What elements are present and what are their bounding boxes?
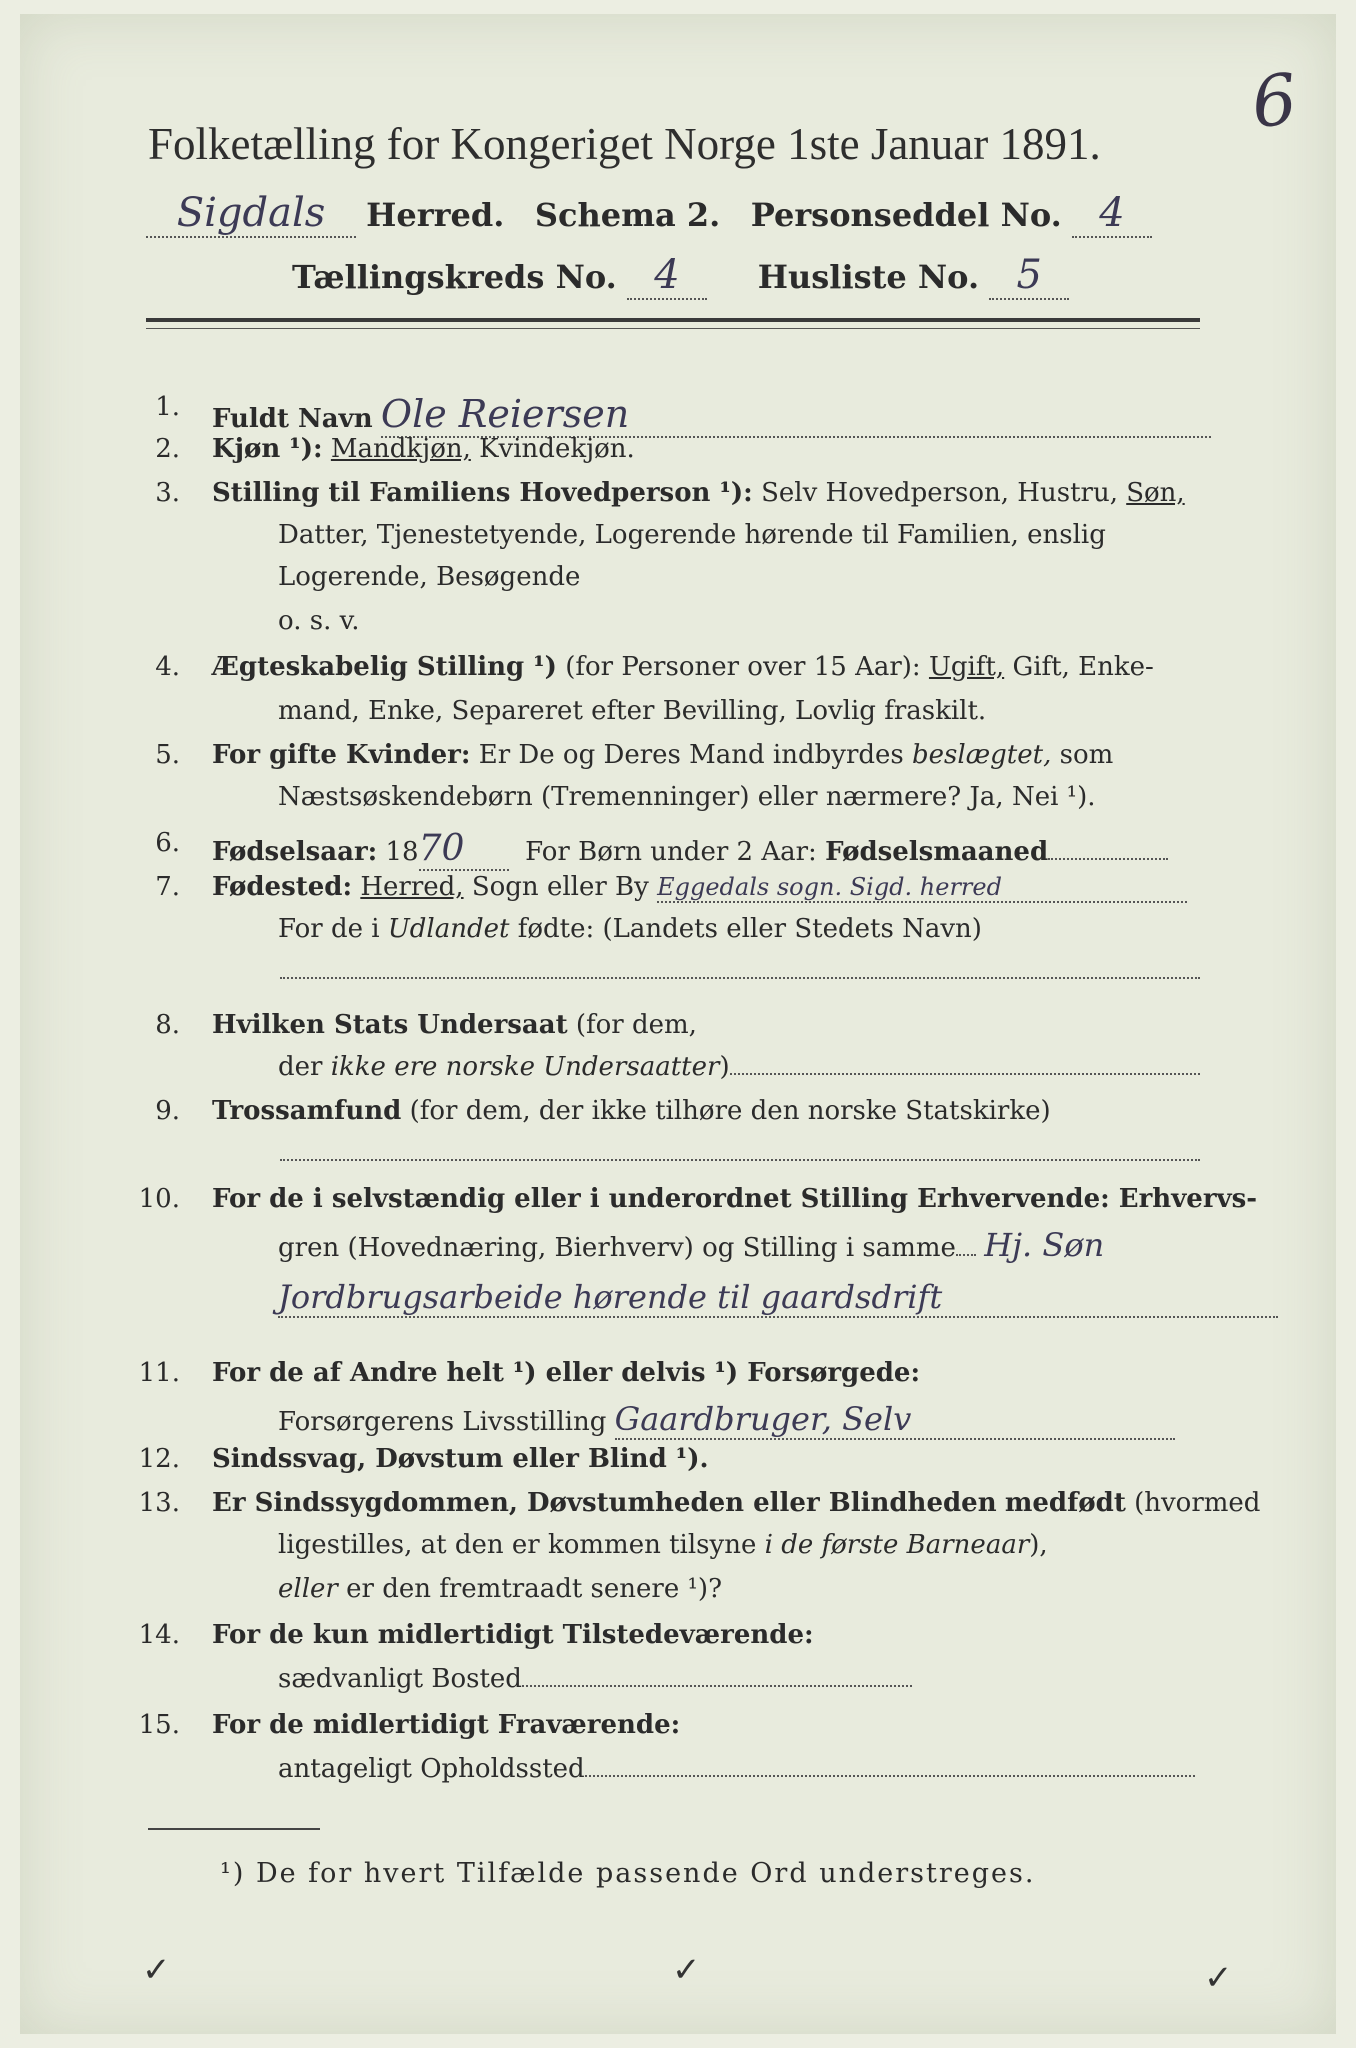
item-7-label: Fødested:	[212, 872, 353, 902]
item-10-dots	[956, 1253, 976, 1256]
marital-status-selected: Ugift,	[928, 652, 1005, 682]
footnote-rule	[148, 1828, 320, 1830]
corner-mark-left: ✓	[142, 1950, 171, 1990]
item-8-label: Hvilken Stats Undersaat	[212, 1010, 568, 1040]
item-4-label: Ægteskabelig Stilling ¹)	[212, 652, 557, 682]
item-14-number: 14.	[138, 1620, 180, 1650]
item-10-line-2	[278, 1226, 1104, 1264]
item-8-l2b: )	[719, 1052, 730, 1082]
item-13-number: 13.	[138, 1488, 180, 1518]
item-3-line-2: Datter, Tjenestetyende, Logerende hørende til Familien, enslig	[278, 520, 1106, 550]
usual-residence-label: sædvanligt Bosted	[278, 1664, 522, 1694]
item-8-l2a: der	[278, 1052, 323, 1082]
item-6-label: Fødselsaar:	[212, 837, 378, 867]
item-15-line-1	[212, 1710, 680, 1740]
item-4-number: 4.	[155, 652, 180, 682]
item-11-line-2	[278, 1400, 1175, 1440]
item-14-line-2	[278, 1664, 912, 1694]
item-2-label: Kjøn ¹):	[212, 434, 323, 464]
herred-name: Sigdals	[146, 190, 356, 238]
item-7-l2-italic: Udlandet	[387, 914, 510, 944]
header-rule-thin	[146, 328, 1200, 329]
item-9-label: Trossamfund	[212, 1096, 402, 1126]
item-13-l2-italic: i de første Barneaar	[764, 1530, 1030, 1560]
item-12-line-1	[212, 1444, 709, 1474]
item-8-line-1	[212, 1010, 697, 1040]
probable-residence-label: antageligt Opholdssted	[278, 1754, 585, 1784]
item-13-label: Er Sindssygdommen, Døvstumheden eller Blindheden	[212, 1488, 997, 1518]
kreds-label: Tællingskreds No.	[292, 258, 617, 296]
item-7-l2b: fødte: (Landets eller Stedets Navn)	[517, 914, 982, 944]
item-5-text: Er De og Deres Mand indbyrdes	[478, 740, 904, 770]
item-15-number: 15.	[138, 1710, 180, 1740]
husliste-label: Husliste No.	[757, 258, 980, 296]
item-11-label: For de af Andre helt ¹) eller delvis ¹) Forsørgede:	[212, 1358, 921, 1388]
item-4-text: (for Personer over 15 Aar):	[565, 652, 921, 682]
item-9-blank-line	[280, 1158, 1200, 1161]
item-8-blank	[730, 1072, 1200, 1075]
item-2	[212, 434, 635, 464]
item-5-number: 5.	[155, 740, 180, 770]
birth-month-blank	[1048, 857, 1168, 860]
corner-mark-right: ✓	[1204, 1958, 1233, 1998]
item-13-bold: medfødt	[1004, 1488, 1126, 1518]
item-3-number: 3.	[155, 478, 180, 508]
kreds-no: 4	[627, 252, 707, 300]
corner-mark-center: ✓	[672, 1950, 701, 1990]
item-1	[212, 392, 1211, 438]
personseddel-label: Personseddel No.	[750, 196, 1062, 234]
item-9-number: 9.	[155, 1096, 180, 1126]
herred-label: Herred.	[366, 196, 505, 234]
item-10-number: 10.	[138, 1184, 180, 1214]
schema-label: Schema 2.	[534, 196, 721, 234]
item-13-text: (hvormed	[1134, 1488, 1261, 1518]
item-7-line-1	[212, 872, 1187, 903]
item-10-text: gren (Hovednæring, Bierhverv) og Stilling i samme	[278, 1233, 956, 1263]
item-4-line-1	[212, 652, 1154, 682]
birth-month-label: Fødselsmaaned	[825, 837, 1049, 867]
item-5-line-1	[212, 740, 1113, 770]
item-8-text: (for dem,	[575, 1010, 697, 1040]
item-5-line-2: Næstsøskendebørn (Tremenninger) eller nærmere? Ja, Nei ¹).	[278, 782, 1096, 812]
gender-option-female: Kvindekjøn.	[479, 434, 635, 464]
item-3-line-1	[212, 478, 1185, 508]
item-3-text: Selv Hovedperson, Hustru,	[761, 478, 1118, 508]
item-8-line-2	[278, 1052, 1200, 1082]
item-8-l2-italic: ikke ere norske Undersaatter	[330, 1052, 720, 1082]
item-7-l2a: For de i	[278, 914, 380, 944]
item-8-number: 8.	[155, 1010, 180, 1040]
item-11-text: Forsørgerens Livsstilling	[278, 1407, 607, 1437]
header-rule	[146, 318, 1200, 322]
personseddel-no: 4	[1072, 190, 1152, 238]
item-5-italic: beslægtet,	[912, 740, 1052, 770]
item-15-line-2	[278, 1754, 1195, 1784]
item-13-line-1	[212, 1488, 1260, 1518]
item-5-label: For gifte Kvinder:	[212, 740, 471, 770]
item-14-label: For de kun midlertidigt Tilstedeværende:	[212, 1620, 814, 1650]
birth-year-prefix: 18	[385, 837, 419, 867]
item-9-line-1	[212, 1096, 1051, 1126]
usual-residence-blank	[522, 1684, 912, 1687]
item-7-text: Sogn eller By	[471, 872, 649, 902]
item-4-line-2: mand, Enke, Separeret efter Bevilling, Lovlig fraskilt.	[278, 696, 987, 726]
item-10-line-3	[278, 1278, 1278, 1318]
item-12-label: Sindssvag, Døvstum eller Blind ¹).	[212, 1444, 709, 1474]
item-13-line-3	[278, 1574, 722, 1604]
item-13-l3b: er den fremtraadt senere ¹)?	[346, 1574, 723, 1604]
form-title: Folketælling for Kongeriget Norge 1ste Januar 1891.	[148, 119, 1101, 169]
item-6-number: 6.	[155, 828, 180, 858]
item-6-text: For Børn under 2 Aar:	[525, 837, 817, 867]
item-9-text: (for dem, der ikke tilhøre den norske Statskirke)	[409, 1096, 1051, 1126]
item-13-l3-italic: eller	[278, 1574, 338, 1604]
item-12-number: 12.	[138, 1444, 180, 1474]
occupation-position-value: Hj. Søn	[984, 1226, 1105, 1264]
item-6-line-1	[212, 828, 1168, 871]
page-number: 6	[1247, 57, 1301, 145]
item-2-number: 2.	[155, 434, 180, 464]
occupation-value: Jordbrugsarbeide hørende til gaardsdrift	[278, 1278, 1278, 1318]
full-name-value: Ole Reiersen	[381, 392, 1211, 438]
item-10-label: For de i selvstændig eller i underordnet Stilling Erhvervende: Erhvervs-	[212, 1184, 1258, 1214]
item-3-line-3: Logerende, Besøgende	[278, 562, 581, 592]
birthplace-selected: Herred,	[360, 872, 464, 902]
item-11-line-1	[212, 1358, 920, 1388]
birth-year-value: 70	[419, 828, 509, 871]
provider-occupation-value: Gaardbruger, Selv	[615, 1400, 1175, 1440]
item-10-line-1	[212, 1184, 1257, 1214]
item-4-text-b: Gift, Enke-	[1012, 652, 1154, 682]
item-13-l2b: ),	[1029, 1530, 1048, 1560]
item-13-line-2	[278, 1530, 1048, 1560]
item-1-number: 1.	[155, 392, 180, 422]
footnote: ¹) De for hvert Tilfælde passende Ord understreges.	[220, 1858, 1036, 1889]
item-14-line-1	[212, 1620, 814, 1650]
item-11-number: 11.	[138, 1358, 180, 1388]
item-3-line-4: o. s. v.	[278, 606, 360, 636]
item-1-label: Fuldt Navn	[212, 404, 373, 434]
item-3-label: Stilling til Familiens Hovedperson ¹):	[212, 478, 753, 508]
birthplace-value: Eggedals sogn. Sigd. herred	[657, 873, 1187, 903]
item-13-l2a: ligestilles, at den er kommen tilsyne	[278, 1530, 757, 1560]
husliste-no: 5	[989, 252, 1069, 300]
item-7-line-2	[278, 914, 982, 944]
item-5-text-b: som	[1059, 740, 1114, 770]
item-7-number: 7.	[155, 872, 180, 902]
gender-option-male: Mandkjøn,	[330, 434, 471, 464]
item-7-blank-line	[280, 976, 1200, 979]
probable-residence-blank	[585, 1774, 1195, 1777]
family-position-selected: Søn,	[1126, 478, 1185, 508]
header-herred-row	[146, 190, 1152, 238]
header-kreds-row	[292, 252, 1069, 300]
item-15-label: For de midlertidigt Fraværende:	[212, 1710, 681, 1740]
